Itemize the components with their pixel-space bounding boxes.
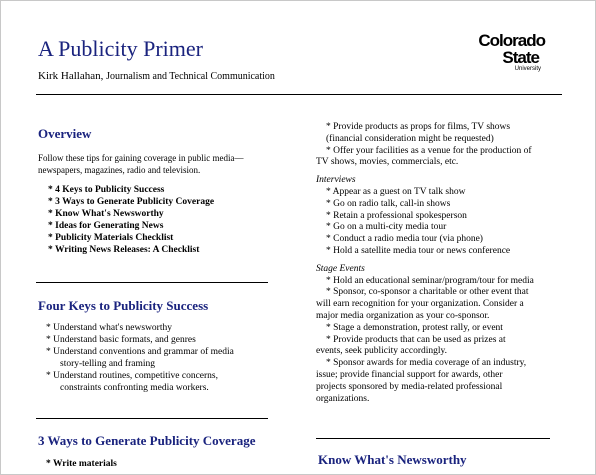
- overview-link[interactable]: * Ideas for Generating News: [48, 221, 164, 231]
- list-item: * Understand conventions and grammar of media: [46, 347, 234, 357]
- overview-link[interactable]: * 3 Ways to Generate Publicity Coverage: [48, 197, 215, 207]
- header-divider: [36, 94, 562, 95]
- section-divider: [36, 282, 268, 283]
- author-line: [38, 70, 275, 82]
- list-item: * Understand what's newsworthy: [46, 323, 172, 333]
- list-item: * Provide products that can be used as prizes at: [326, 334, 506, 345]
- interviews-label: Interviews: [316, 175, 356, 186]
- three-ways-list: [46, 458, 117, 470]
- list-item: * Go on a multi-city media tour: [326, 222, 447, 233]
- list-item: organizations.: [316, 393, 370, 404]
- overview-heading: Overview: [38, 126, 92, 141]
- text-line: (financial consideration might be requested): [326, 133, 494, 144]
- list-item: * Hold a satellite media tour or news conference: [326, 245, 511, 256]
- newsworthy-heading: Know What's Newsworthy: [318, 452, 467, 467]
- right-column: [316, 122, 566, 405]
- section-divider: [36, 418, 268, 419]
- text-line: * Offer your facilities as a venue for the production of: [326, 145, 532, 156]
- four-keys-list: [46, 322, 234, 394]
- logo-line-2: State: [502, 48, 539, 67]
- list-item: * Hold an educational seminar/program/tour for media: [326, 275, 534, 286]
- list-item: projects sponsored by media-related professional: [316, 381, 503, 392]
- list-item: * Write materials: [46, 459, 117, 469]
- list-item: story-telling and framing: [60, 359, 155, 369]
- overview-link[interactable]: * Know What's Newsworthy: [48, 209, 164, 219]
- logo-line-3: University: [514, 66, 541, 72]
- overview-link[interactable]: * Writing News Releases: A Checklist: [48, 245, 200, 255]
- overview-intro: Follow these tips for gaining coverage in public media—newspapers, magazines, radio and television.: [38, 153, 244, 175]
- list-item: * Stage a demonstration, protest rally, or event: [326, 322, 503, 333]
- stage-events-label: Stage Events: [316, 263, 365, 274]
- list-item: * Conduct a radio media tour (via phone): [326, 234, 483, 245]
- list-item: will earn recognition for your organization. Consider a: [316, 299, 524, 310]
- list-item: * Sponsor, co-sponsor a charitable or other event that: [326, 287, 529, 298]
- text-line: TV shows, movies, commercials, etc.: [316, 157, 459, 168]
- list-item: * Sponsor awards for media coverage of an industry,: [326, 358, 527, 369]
- author-name: Kirk Hallahan,: [38, 70, 104, 82]
- overview-link[interactable]: * Publicity Materials Checklist: [48, 233, 174, 243]
- list-item: * Appear as a guest on TV talk show: [326, 186, 466, 197]
- list-item: * Go on radio talk, call-in shows: [326, 198, 451, 209]
- overview-link[interactable]: * 4 Keys to Publicity Success: [48, 185, 165, 195]
- university-logo: [455, 32, 545, 78]
- list-item: constraints confronting media workers.: [60, 383, 209, 393]
- list-item: * Understand routines, competitive concerns,: [46, 371, 219, 381]
- logo-line-1: Colorado: [478, 31, 545, 50]
- four-keys-heading: Four Keys to Publicity Success: [38, 298, 209, 313]
- list-item: events, seek publicity accordingly.: [316, 346, 448, 357]
- list-item: * Retain a professional spokesperson: [326, 210, 467, 221]
- overview-links: [48, 184, 214, 256]
- three-ways-heading: 3 Ways to Generate Publicity Coverage: [38, 433, 256, 448]
- text-line: * Provide products as props for films, TV shows: [326, 122, 511, 132]
- author-affiliation: Journalism and Technical Communication: [106, 71, 275, 82]
- list-item: issue; provide financial support for awards, other: [316, 369, 503, 380]
- section-divider: [316, 438, 550, 439]
- list-item: * Understand basic formats, and genres: [46, 335, 196, 345]
- list-item: major media organization as your co-sponsor.: [316, 310, 490, 321]
- page-title: A Publicity Primer: [38, 36, 203, 61]
